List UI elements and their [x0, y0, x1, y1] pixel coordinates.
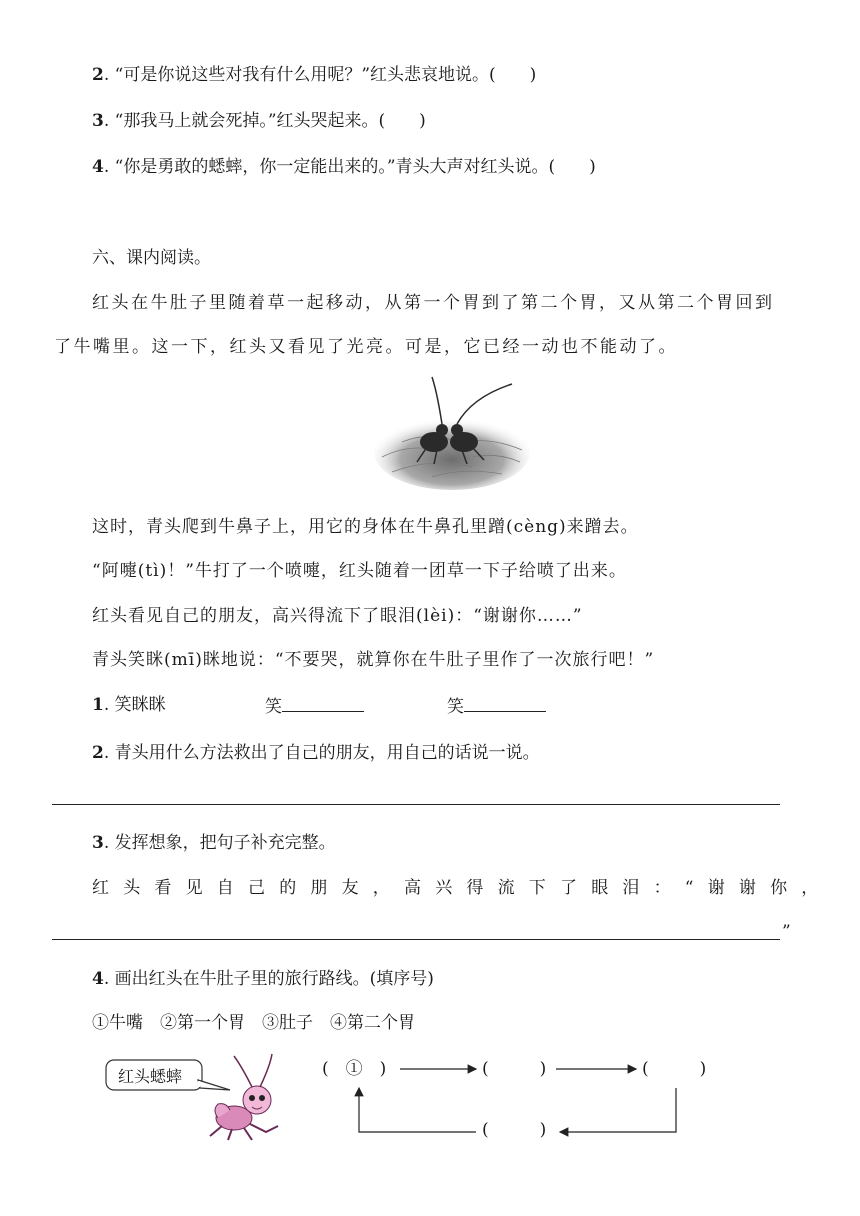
q3-close-quote: ” [782, 922, 791, 942]
question-2: 2. 青头用什么方法救出了自己的朋友，用自己的话说一说。 [92, 743, 540, 763]
q3-answer-line[interactable] [52, 939, 780, 940]
route-box-4[interactable]: ( ) [482, 1120, 547, 1140]
q1-blank-1[interactable] [282, 693, 364, 712]
question-1: 1. 笑眯眯 [92, 695, 166, 715]
passage-p5: 青头笑眯(mī)眯地说：“不要哭，就算你在牛肚子里作了一次旅行吧！” [92, 650, 655, 670]
passage-p4: 红头看见自己的朋友，高兴得流下了眼泪(lèi)：“谢谢你……” [92, 606, 583, 626]
route-box-3[interactable]: ( ) [642, 1059, 707, 1079]
item-2: 2. “可是你说这些对我有什么用呢？”红头悲哀地说。( ) [92, 65, 537, 85]
crickets-on-grass-illustration [372, 372, 532, 494]
q4-options: ①牛嘴 ②第一个胃 ③肚子 ④第二个胃 [92, 1013, 415, 1033]
passage-p3: “阿嚏(tì)！”牛打了一个喷嚏，红头随着一团草一下子给喷了出来。 [92, 561, 627, 581]
section-title: 六、课内阅读。 [92, 248, 211, 268]
passage-p2: 这时，青头爬到牛鼻子上，用它的身体在牛鼻孔里蹭(cèng)来蹭去。 [92, 517, 639, 537]
route-box-2[interactable]: ( ) [482, 1059, 547, 1079]
item-3: 3. “那我马上就会死掉。”红头哭起来。( ) [92, 111, 426, 131]
route-arrows [340, 1058, 700, 1148]
item-4: 4. “你是勇敢的蟋蟀，你一定能出来的。”青头大声对红头说。( ) [92, 157, 596, 177]
question-3: 3. 发挥想象，把句子补充完整。 [92, 833, 336, 853]
question-4: 4. 画出红头在牛肚子里的旅行路线。(填序号) [92, 969, 434, 989]
cricket-label: 红头蟋蟀 [118, 1067, 183, 1086]
q1-blank-2[interactable] [464, 693, 546, 712]
passage-line-2: 了牛嘴里。这一下，红头又看见了光亮。可是，它已经一动也不能动了。 [54, 337, 678, 357]
q1-fill-2: 笑 [447, 693, 546, 719]
route-box-1[interactable]: ( ① ) [322, 1059, 387, 1079]
q1-fill-1: 笑 [265, 693, 364, 719]
passage-line-1: 红头在牛肚子里随着草一起移动，从第一个胃到了第二个胃，又从第二个胃回到 [92, 293, 775, 313]
q2-answer-line[interactable] [52, 804, 780, 805]
q3-sentence: 红头看见自己的朋友，高兴得流下了眼泪：“谢谢你， [92, 878, 833, 898]
